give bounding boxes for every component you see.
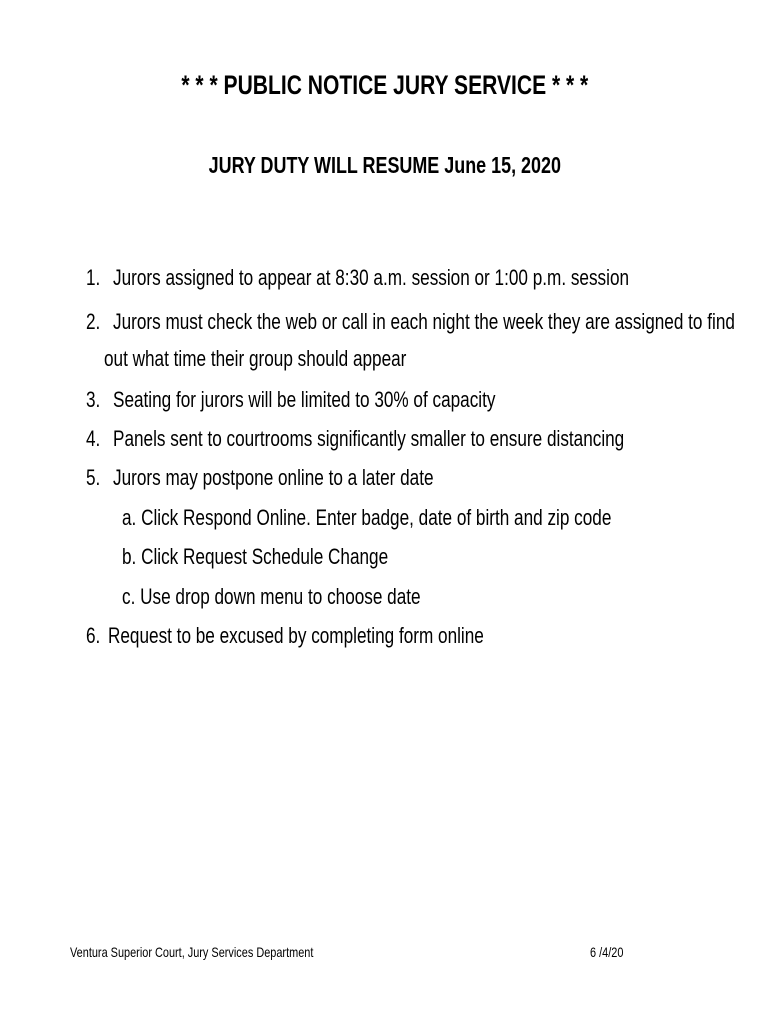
page-subtitle [0,152,770,179]
list-item-text: Jurors must check the web or call in each night the week they are assigned to find [113,309,735,334]
list-item-number: 4. [86,426,101,451]
footer-date-text: 6 /4/20 [590,944,624,960]
list-item-number: 3. [86,387,101,412]
list-item-number: 5. [86,465,101,490]
list-subitem-text: a. Click Respond Online. Enter badge, date of birth and zip code [122,505,612,530]
page-title-text: * * * PUBLIC NOTICE JURY SERVICE * * * [181,70,589,100]
footer-date [590,944,633,960]
list-item-text: Jurors may postpone online to a later date [113,465,434,490]
page-subtitle-text: JURY DUTY WILL RESUME June 15, 2020 [208,152,562,178]
list-subitem-5c [122,582,505,612]
list-item-number: 1. [86,265,101,290]
footer-department-text: Ventura Superior Court, Jury Services Department [70,944,314,960]
list-item-number: 2. [86,309,101,334]
list-item-text: Panels sent to courtrooms significantly smaller to ensure distancing [113,426,625,451]
list-subitem-text: b. Click Request Schedule Change [122,544,389,569]
footer-department [70,944,382,960]
list-item-text: Seating for jurors will be limited to 30% of capacity [113,387,496,412]
list-item-2-continuation [104,344,492,374]
list-item-text: Request to be excused by completing form online [108,623,484,648]
list-item-number: 6. [86,623,101,648]
list-subitem-5a [122,503,749,533]
list-item-continuation-text: out what time their group should appear [104,346,407,371]
list-subitem-text: c. Use drop down menu to choose date [122,584,421,609]
list-item-text: Jurors assigned to appear at 8:30 a.m. session or 1:00 p.m. session [113,265,630,290]
page-title [0,70,770,101]
list-subitem-5b [122,542,463,572]
